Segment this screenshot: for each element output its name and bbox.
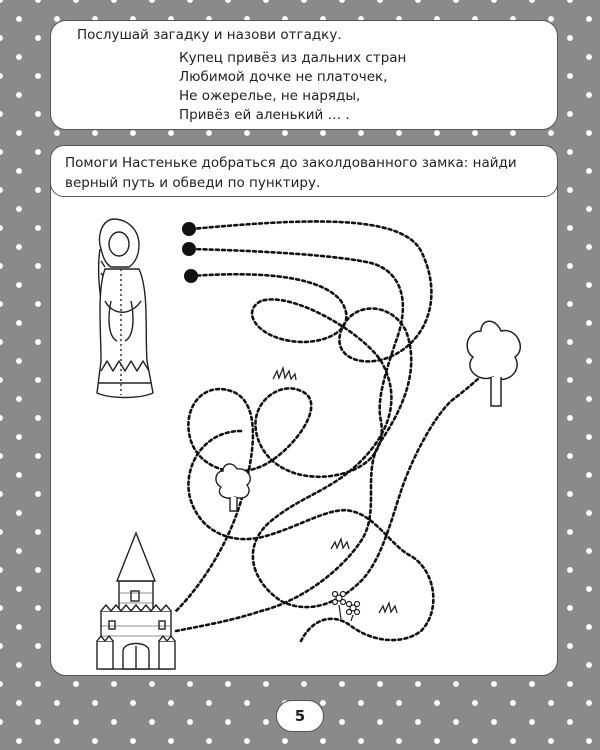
grass-icon bbox=[273, 368, 397, 613]
task-instruction: Помоги Настеньке добраться до заколдованного замка: найди верный путь и обведи по пунктиру. bbox=[65, 155, 517, 191]
tree-icon bbox=[467, 321, 520, 406]
girl-illustration bbox=[97, 219, 153, 398]
maze-panel bbox=[50, 186, 558, 676]
maze-path-2[interactable] bbox=[176, 249, 403, 611]
riddle-line: Не ожерелье, не наряды, bbox=[179, 88, 361, 104]
start-dot[interactable] bbox=[182, 242, 196, 256]
castle-illustration bbox=[97, 533, 175, 669]
riddle-line: Привёз ей аленький … . bbox=[179, 107, 350, 123]
start-dot[interactable] bbox=[184, 269, 198, 283]
start-dot[interactable] bbox=[182, 222, 196, 236]
riddle-line: Купец привёз из дальних стран bbox=[179, 50, 407, 66]
maze-illustration bbox=[51, 187, 559, 677]
maze-path-3[interactable] bbox=[191, 274, 489, 607]
flower-icon bbox=[333, 592, 360, 622]
task-header bbox=[50, 145, 558, 197]
tree-icon bbox=[216, 464, 250, 511]
page-number: 5 bbox=[276, 700, 324, 732]
riddle-line: Любимой дочке не платочек, bbox=[179, 69, 388, 85]
riddle-panel bbox=[50, 20, 558, 130]
riddle-instruction: Послушай загадку и назови отгадку. bbox=[77, 27, 342, 43]
